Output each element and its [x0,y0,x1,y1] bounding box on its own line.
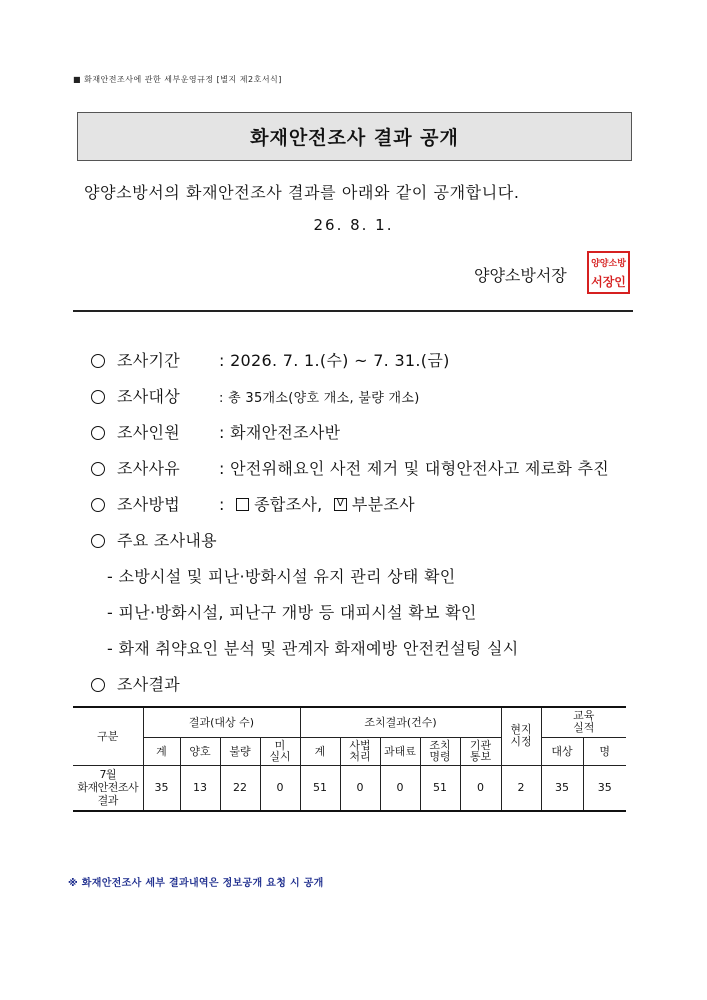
item-reason [91,456,609,479]
circle-bullet-icon [91,390,105,404]
header-edu: 교육 실적 [541,707,626,737]
table-cell: 35 [583,765,626,811]
table-row [73,765,626,811]
circle-bullet-icon [91,426,105,440]
checkbox-checked-icon: V [334,498,347,511]
sub-item-2: - 피난·방화시설, 피난구 개방 등 대피시설 확보 확인 [107,603,477,622]
circle-bullet-icon [91,678,105,692]
item-key: 조사사유 [117,459,181,478]
checkbox-unchecked-icon [236,498,249,511]
table-cell: 2 [501,765,541,811]
intro-text: 양양소방서의 화재안전조사 결과를 아래와 같이 공개합니다. [84,183,520,202]
seal-line-2: 서장인 [591,274,626,289]
table-cell: 0 [340,765,380,811]
item-value: : 2026. 7. 1.(수) ~ 7. 31.(금) [219,351,450,370]
table-cell: 0 [460,765,501,811]
sub-header: 과태료 [380,737,420,765]
item-key: 조사대상 [117,387,181,406]
circle-bullet-icon [91,462,105,476]
sub-item-3: - 화재 취약요인 분석 및 관계자 화재예방 안전컨설팅 실시 [107,639,519,658]
method-option-1: 종합조사, [254,495,323,514]
header-action: 조치결과(건수) [300,707,501,737]
item-key: 주요 조사내용 [117,531,217,550]
divider-line [73,310,633,312]
footnote: ※ 화재안전조사 세부 결과내역은 정보공개 요청 시 공개 [68,878,324,889]
sub-header: 사법 처리 [340,737,380,765]
circle-bullet-icon [91,534,105,548]
table-cell: 22 [220,765,260,811]
item-staff [91,420,340,443]
sub-header: 조치 명령 [420,737,460,765]
item-key: 조사결과 [117,675,181,694]
table-cell: 0 [380,765,420,811]
table-cell: 35 [143,765,180,811]
table-cell: 0 [260,765,300,811]
header-site: 현지 시정 [501,707,541,765]
date-text: 26. 8. 1. [313,216,394,234]
item-method [91,492,415,515]
table-cell: 35 [541,765,583,811]
item-key: 조사인원 [117,423,181,442]
item-key: 조사기간 [117,351,181,370]
table-cell: 51 [420,765,460,811]
item-results [91,672,180,695]
sub-header: 대상 [541,737,583,765]
item-main-content [91,528,217,551]
header-result: 결과(대상 수) [143,707,300,737]
sub-header: 미 실시 [260,737,300,765]
sub-header: 불량 [220,737,260,765]
header-gubun: 구분 [73,707,143,765]
item-target [91,384,420,407]
item-value: : 화재안전조사반 [219,423,341,442]
sub-header: 명 [583,737,626,765]
table-cell: 51 [300,765,340,811]
circle-bullet-icon [91,498,105,512]
sub-header: 양호 [180,737,220,765]
item-key: 조사방법 [117,495,181,514]
method-colon: : [219,495,225,514]
item-period [91,348,450,371]
results-table [73,706,626,812]
sub-header: 계 [143,737,180,765]
sub-header: 계 [300,737,340,765]
issuer-name: 양양소방서장 [474,266,567,285]
official-seal [587,251,630,294]
item-value: : 총 35개소(양호 개소, 불량 개소) [219,391,420,406]
sub-header: 기관 통보 [460,737,501,765]
item-value: : 안전위해요인 사전 제거 및 대형안전사고 제로화 추진 [219,459,610,478]
table-cell: 13 [180,765,220,811]
title-box [77,112,632,161]
circle-bullet-icon [91,354,105,368]
method-option-2: 부분조사 [351,495,415,514]
document-title: 화재안전조사 결과 공개 [250,127,459,149]
row-label: 7월 화재안전조사 결과 [73,765,143,811]
sub-item-1: - 소방시설 및 피난·방화시설 유지 관리 상태 확인 [107,567,456,586]
seal-line-1: 양양소방 [591,258,626,269]
form-header-note: ■ 화재안전조사에 관한 세부운영규정 [별지 제2호서식] [73,75,282,84]
